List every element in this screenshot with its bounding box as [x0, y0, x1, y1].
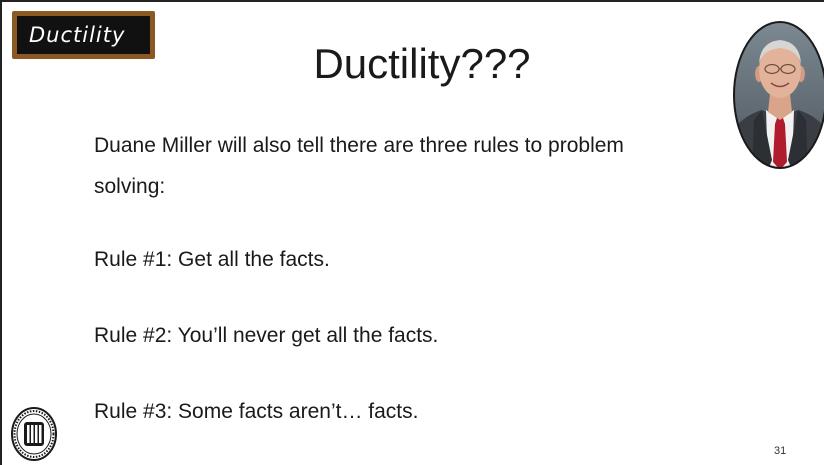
slide-title: Ductility???: [313, 40, 531, 87]
page-number: 31: [774, 445, 787, 457]
intro-text: Duane Miller will also tell there are three rules to problem solving:: [94, 134, 624, 198]
section-tag-label: Ductility: [29, 23, 126, 47]
aisc-seal-logo-icon: [10, 406, 58, 462]
section-tag-board: [17, 16, 150, 54]
rule-1: Rule #1: Get all the facts.: [94, 248, 330, 271]
rule-2: Rule #2: You’ll never get all the facts.: [94, 324, 439, 347]
rule-3: Rule #3: Some facts aren’t… facts.: [94, 400, 419, 423]
section-tag: [12, 11, 155, 59]
portrait-photo-icon: [732, 20, 824, 170]
